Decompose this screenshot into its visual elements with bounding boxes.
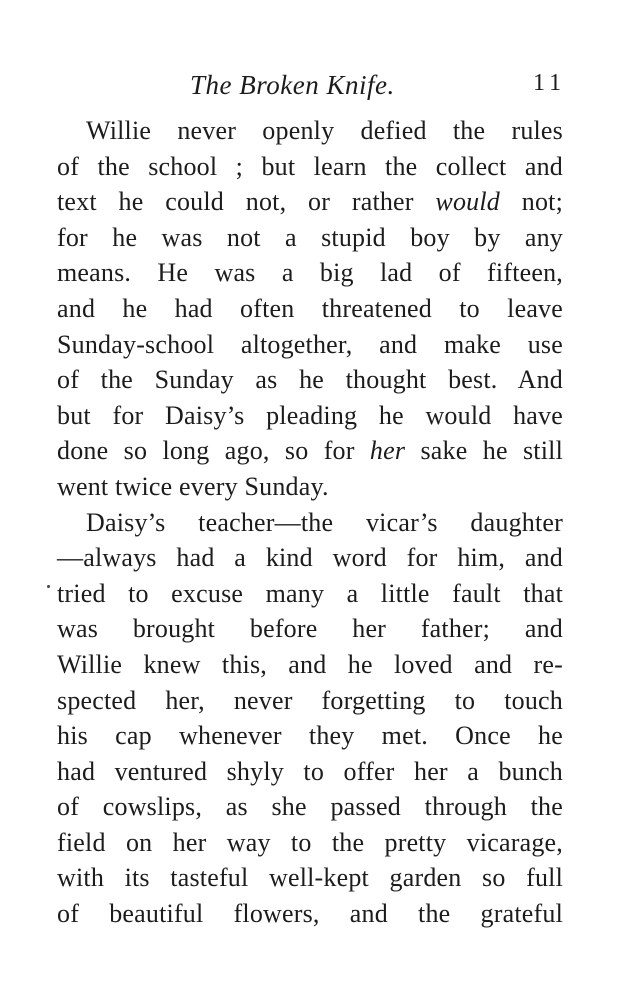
line-text: went twice every Sunday. bbox=[57, 471, 329, 501]
text-line bbox=[57, 362, 563, 398]
text-line bbox=[57, 433, 563, 469]
text-line bbox=[57, 220, 563, 256]
line-text: Willie never openly defied the rules bbox=[86, 116, 563, 145]
emphasized-word: would bbox=[435, 187, 500, 217]
text-line bbox=[57, 149, 563, 185]
line-text: text he could not, or rather bbox=[57, 187, 436, 217]
print-speck bbox=[47, 585, 50, 588]
line-text: not; bbox=[500, 187, 564, 217]
line-text: and he had often threatened to leave bbox=[57, 293, 563, 323]
line-text: spected her, never forgetting to touch bbox=[57, 685, 563, 715]
text-line bbox=[57, 683, 563, 719]
text-line bbox=[57, 789, 563, 825]
text-line bbox=[57, 860, 563, 896]
text-line bbox=[57, 398, 563, 434]
line-text: with its tasteful well-kept garden so full bbox=[57, 863, 563, 893]
line-text: Sunday-school altogether, and make use bbox=[57, 329, 563, 359]
page-header bbox=[0, 66, 641, 106]
line-text: of beautiful flowers, and the grateful bbox=[57, 899, 563, 929]
text-line bbox=[57, 540, 563, 576]
line-text: sake he still bbox=[405, 436, 563, 466]
text-line bbox=[57, 647, 563, 683]
body-text bbox=[57, 113, 563, 932]
text-line bbox=[57, 184, 563, 220]
line-text: but for Daisy’s pleading he would have bbox=[57, 400, 563, 430]
text-line bbox=[57, 255, 563, 291]
text-line bbox=[57, 505, 563, 541]
line-text: —always had a kind word for him, and bbox=[57, 543, 563, 573]
line-text: Daisy’s teacher—the vicar’s daughter bbox=[86, 507, 563, 537]
text-line bbox=[57, 576, 563, 612]
text-line bbox=[57, 754, 563, 790]
line-text: tried to excuse many a little fault that bbox=[57, 578, 563, 608]
line-text: of cowslips, as she passed through the bbox=[57, 792, 563, 822]
text-line bbox=[57, 291, 563, 327]
line-text: field on her way to the pretty vicarage, bbox=[57, 827, 563, 857]
text-line bbox=[57, 113, 563, 149]
line-text: done so long ago, so for bbox=[57, 436, 370, 466]
emphasized-word: her bbox=[369, 436, 406, 466]
text-line bbox=[57, 718, 563, 754]
text-line bbox=[57, 469, 563, 505]
line-text: was brought before her father; and bbox=[57, 614, 563, 644]
line-text: for he was not a stupid boy by any bbox=[57, 222, 563, 252]
line-text: Willie knew this, and he loved and re- bbox=[57, 649, 563, 679]
text-line bbox=[57, 896, 563, 932]
text-line bbox=[57, 825, 563, 861]
line-text: of the Sunday as he thought best. And bbox=[57, 365, 563, 395]
text-line bbox=[57, 327, 563, 363]
line-text: had ventured shyly to offer her a bunch bbox=[57, 756, 563, 786]
page-number: 11 bbox=[533, 70, 567, 96]
running-title: The Broken Knife. bbox=[190, 70, 395, 100]
text-line bbox=[57, 611, 563, 647]
line-text: means. He was a big lad of fifteen, bbox=[57, 258, 563, 288]
line-text: of the school ; but learn the collect and bbox=[57, 151, 563, 181]
line-text: his cap whenever they met. Once he bbox=[57, 721, 563, 751]
